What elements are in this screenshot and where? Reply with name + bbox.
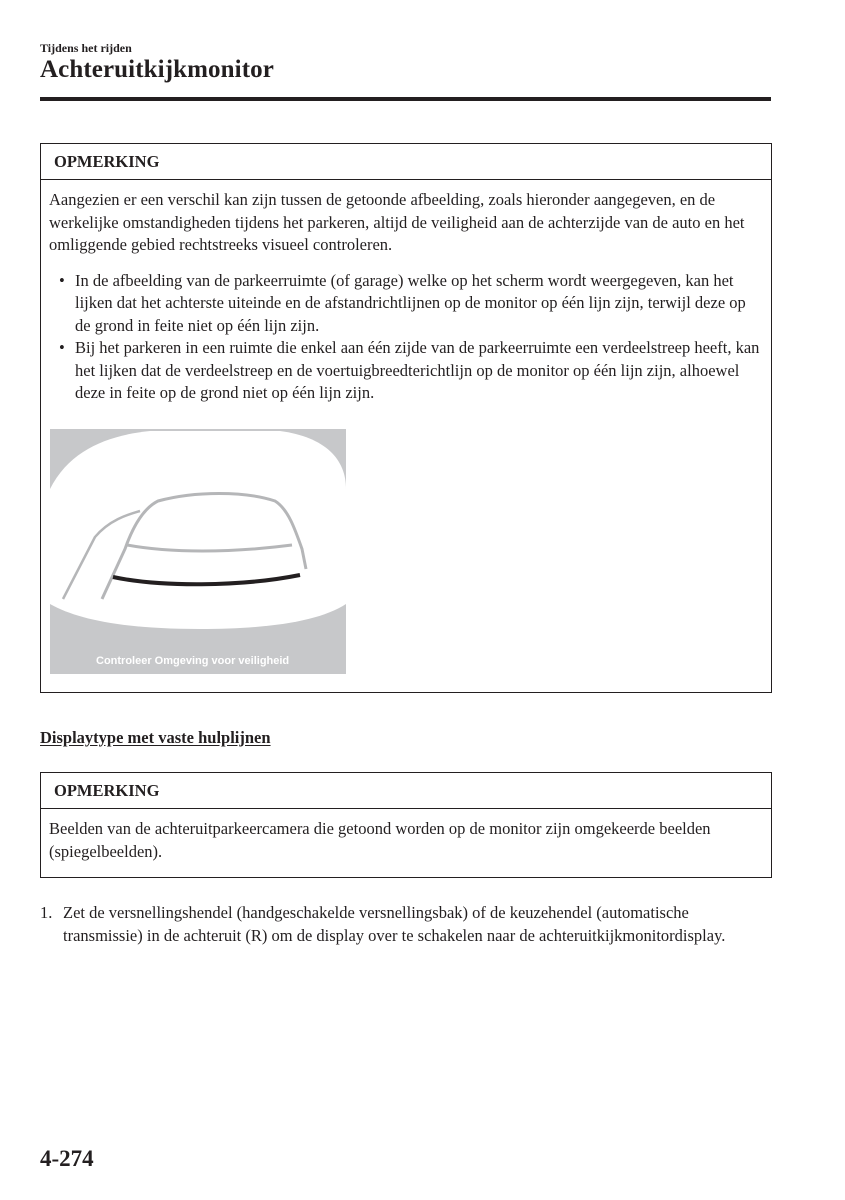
section-label: Tijdens het rijden <box>40 41 132 55</box>
step-item <box>40 902 760 947</box>
camera-caption: Controleer Omgeving voor veiligheid <box>96 655 290 667</box>
page-title: Achteruitkijkmonitor <box>40 56 274 83</box>
step-text: Zet de versnellingshendel (handgeschakelde versnellingsbak) of de keuzehendel (automatische transmissie) in de achteruit (R) om de display over te schakelen naar de achteruitkijkmonitordisplay. <box>63 903 726 945</box>
title-divider <box>40 97 771 101</box>
note-box-mirror <box>40 772 772 878</box>
rear-camera-illustration <box>50 429 346 674</box>
list-item <box>49 337 763 405</box>
bullet-icon: • <box>59 338 65 357</box>
note-body <box>41 809 771 863</box>
note-text: Beelden van de achteruitparkeercamera die getoond worden op de monitor zijn omgekeerde beelden (spiegelbeelden). <box>49 819 711 861</box>
note-body <box>41 180 771 405</box>
note-intro-text: Aangezien er een verschil kan zijn tussen de getoonde afbeelding, zoals hieronder aangegeven, en de werkelijke omstandigheden tijdens het parkeren, altijd de veiligheid aan de achterzijde van de auto en het omliggende gebied rechtstreeks visueel controleren. <box>49 190 745 254</box>
bullet-text: In de afbeelding van de parkeerruimte (of garage) welke op het scherm wordt weergegeven, kan het lijken dat het achterste uiteinde en de afstandrichtlijnen op de monitor op één lijn zijn, terwijl deze op de grond in feite niet op één lijn zijn. <box>75 270 746 335</box>
bullet-icon: • <box>59 270 65 290</box>
page-number: 4-274 <box>40 1146 94 1171</box>
bullet-text: Bij het parkeren in een ruimte die enkel aan één zijde van de parkeerruimte een verdeelstreep heeft, kan het lijken dat de verdeelstreep en de voertuigbreedterichtlijn op de monitor op één lijn zijn, alhoewel deze in feite op de grond niet op één lijn zijn. <box>75 338 760 402</box>
camera-view-graphic <box>50 429 346 674</box>
step-number: 1. <box>40 903 53 922</box>
note-heading: OPMERKING <box>41 144 771 180</box>
note-bullet-list <box>49 270 763 405</box>
section-subheading: Displaytype met vaste hulplijnen <box>40 728 271 747</box>
list-item <box>49 270 763 338</box>
note-heading: OPMERKING <box>41 773 771 809</box>
camera-view-window <box>50 431 346 629</box>
note-box-precaution <box>40 143 772 693</box>
